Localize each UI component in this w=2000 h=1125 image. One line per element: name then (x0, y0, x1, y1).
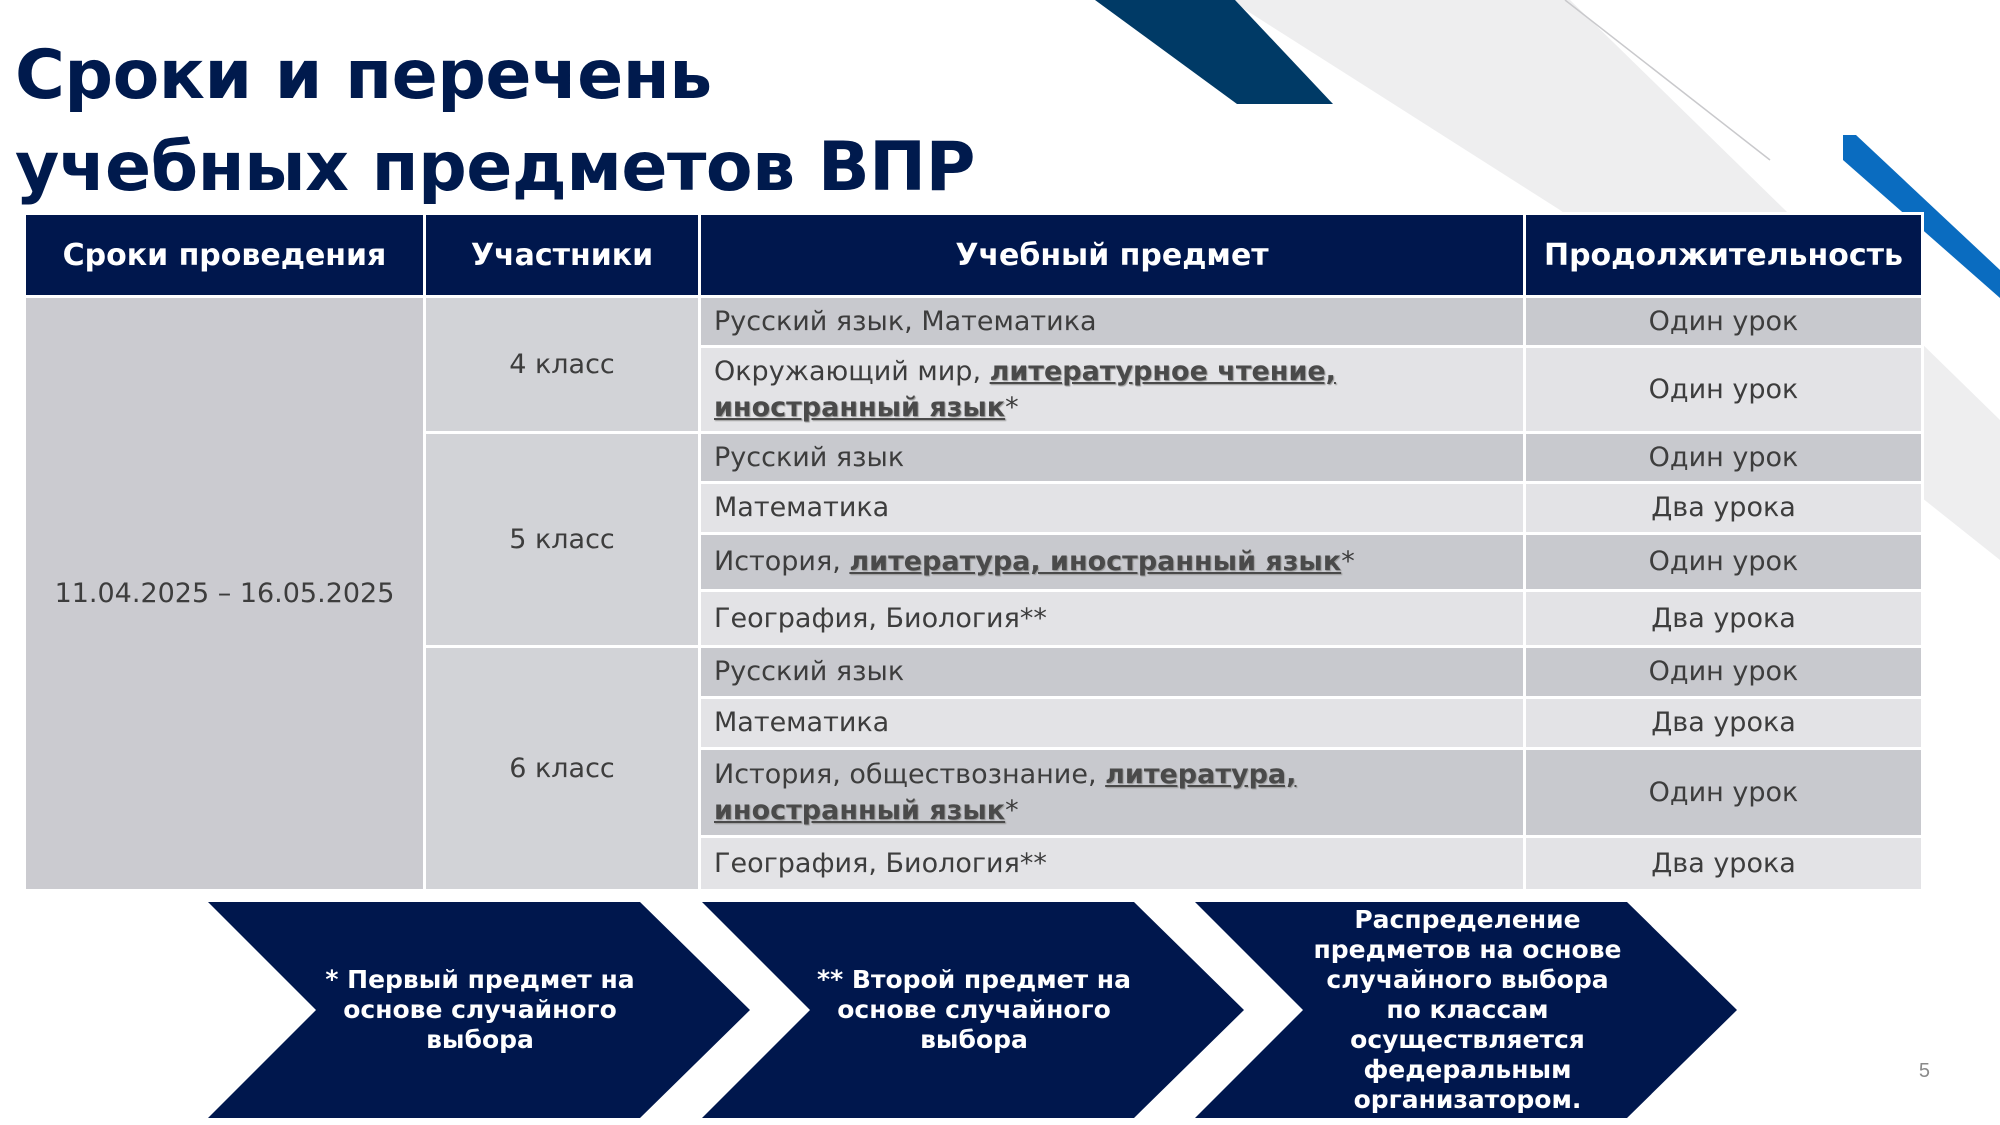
subject-text: История, обществознание, (714, 758, 1106, 790)
class-4-cell: 4 класс (425, 297, 700, 433)
note-first-subject: * Первый предмет на основе случайного выбора (325, 965, 635, 1054)
subject-cell (700, 347, 1525, 433)
duration-cell: Один урок (1525, 647, 1923, 698)
class-5-cell: 5 класс (425, 433, 700, 647)
header-duration: Продолжительность (1525, 214, 1923, 297)
duration-cell: Два урока (1525, 591, 1923, 647)
duration-cell: Один урок (1525, 433, 1923, 483)
asterisk-mark: * (1005, 391, 1019, 423)
header-dates: Сроки проведения (25, 214, 425, 297)
duration-cell: Один урок (1525, 534, 1923, 591)
duration-cell: Один урок (1525, 347, 1923, 433)
duration-cell: Один урок (1525, 297, 1923, 347)
duration-cell: Один урок (1525, 749, 1923, 837)
subject-text: Окружающий мир, (714, 355, 990, 387)
subject-cell (700, 534, 1525, 591)
asterisk-mark: * (1341, 546, 1355, 577)
table-header-row (25, 214, 1923, 297)
subject-link-text: литературное чтение, иностранный язык (714, 355, 1336, 423)
note-distribution: Распределение предметов на основе случайного выбора по классам осуществляется федеральным организатором. (1313, 905, 1622, 1114)
duration-cell: Два урока (1525, 698, 1923, 749)
header-subject: Учебный предмет (700, 214, 1525, 297)
table-row (25, 297, 1923, 347)
subject-cell: Русский язык (700, 647, 1525, 698)
subject-cell: Русский язык, Математика (700, 297, 1525, 347)
schedule-table (23, 212, 1924, 892)
subject-cell: География, Биология** (700, 837, 1525, 891)
class-6-cell: 6 класс (425, 647, 700, 891)
subject-link-text: литература, иностранный язык (849, 546, 1342, 577)
subject-cell (700, 749, 1525, 837)
duration-cell: Два урока (1525, 483, 1923, 534)
subject-cell: Математика (700, 698, 1525, 749)
page-title: Сроки и перечень учебных предметов ВПР (15, 36, 975, 207)
subject-cell: Математика (700, 483, 1525, 534)
duration-cell: Два урока (1525, 837, 1923, 891)
date-range-cell: 11.04.2025 – 16.05.2025 (25, 297, 425, 891)
subject-cell: География, Биология** (700, 591, 1525, 647)
header-participants: Участники (425, 214, 700, 297)
subject-cell: Русский язык (700, 433, 1525, 483)
subject-link-text: литература, иностранный язык (714, 758, 1297, 826)
subject-text: История, (714, 546, 850, 577)
note-second-subject: ** Второй предмет на основе случайного выбора (817, 965, 1131, 1054)
asterisk-mark: * (1005, 794, 1019, 826)
slide-number: 5 (1918, 1060, 1930, 1082)
